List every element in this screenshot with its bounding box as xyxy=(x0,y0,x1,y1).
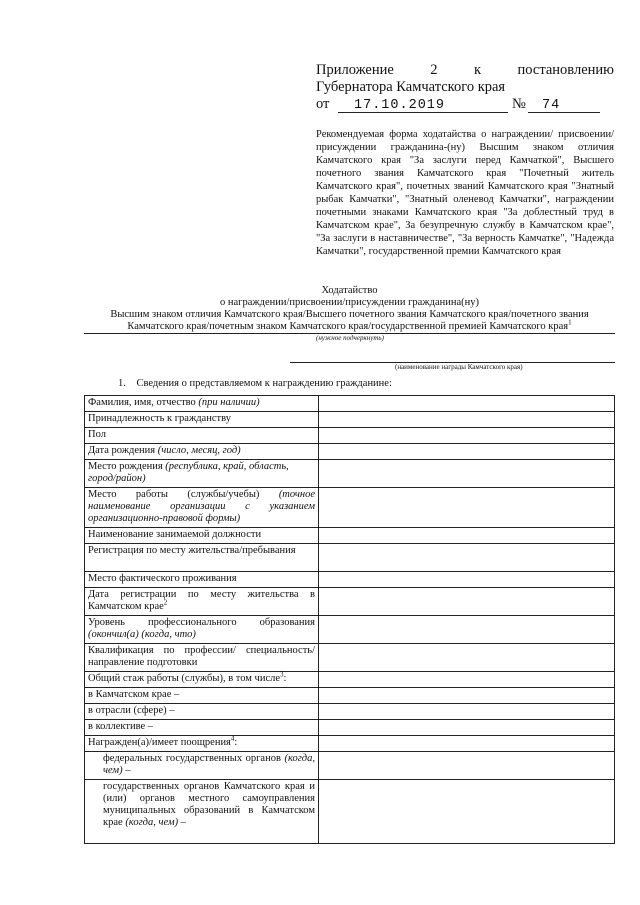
input-sex[interactable] xyxy=(319,428,615,444)
input-registration[interactable] xyxy=(319,544,615,572)
table-row xyxy=(85,460,615,488)
award-name-note: (наименование награды Камчатского края) xyxy=(395,363,523,371)
input-education[interactable] xyxy=(319,616,615,644)
table-row xyxy=(85,528,615,544)
date-underline xyxy=(338,112,508,113)
table-row xyxy=(85,428,615,444)
petition-title: Ходатайство xyxy=(321,285,378,296)
date-label: от xyxy=(316,96,330,112)
label-education: Уровень профессионального образования (окончил(а) (когда, что) xyxy=(85,616,319,644)
label-exp-team: в коллективе – xyxy=(85,720,319,736)
label-residence: Место фактического проживания xyxy=(85,572,319,588)
table-row xyxy=(85,444,615,460)
input-exp-region[interactable] xyxy=(319,688,615,704)
label-reg-date: Дата регистрации по месту жительства в Камчатском крае$^2$ xyxy=(85,588,319,616)
footnote-1: 1 xyxy=(568,318,572,327)
number-value: 74 xyxy=(542,98,561,113)
input-citizenship[interactable] xyxy=(319,412,615,428)
number-underline xyxy=(528,112,600,113)
label-awards: Награжден(а)/имеет поощрения$^4$: xyxy=(85,736,319,752)
header-line2: Губернатора Камчатского края xyxy=(316,79,506,95)
input-dob[interactable] xyxy=(319,444,615,460)
label-pob: Место рождения (республика, край, область, город/район) xyxy=(85,460,319,488)
petition-subtitle-3 xyxy=(84,318,615,332)
table-row xyxy=(85,588,615,616)
table-row xyxy=(85,644,615,672)
table-row xyxy=(85,752,615,780)
header-postanovleniyu: постановлению xyxy=(517,62,614,78)
input-pob[interactable] xyxy=(319,460,615,488)
table-row xyxy=(85,572,615,588)
input-awards-regional[interactable] xyxy=(319,780,615,844)
table-row xyxy=(85,396,615,412)
table-row xyxy=(85,704,615,720)
input-residence[interactable] xyxy=(319,572,615,588)
label-dob: Дата рождения (число, месяц, год) xyxy=(85,444,319,460)
input-reg-date[interactable] xyxy=(319,588,615,616)
table-row xyxy=(85,736,615,752)
label-registration: Регистрация по месту жительства/пребывания xyxy=(85,544,319,572)
input-fio[interactable] xyxy=(319,396,615,412)
table-row xyxy=(85,720,615,736)
petition-subtitle-3-text: Камчатского края/почетным знаком Камчатского края/государственной премией Камчатского края xyxy=(127,321,569,332)
date-value: 17.10.2019 xyxy=(354,98,446,113)
header-k: к xyxy=(474,62,482,78)
table-row xyxy=(85,672,615,688)
input-exp-team[interactable] xyxy=(319,720,615,736)
table-row xyxy=(85,780,615,844)
petition-subtitle-1: о награждении/присвоении/присуждении гражданина(ну) xyxy=(220,297,479,308)
header-prilozhenie: Приложение xyxy=(316,62,394,78)
number-label: № xyxy=(512,96,526,112)
label-sex: Пол xyxy=(85,428,319,444)
input-awards[interactable] xyxy=(319,736,615,752)
input-awards-federal[interactable] xyxy=(319,752,615,780)
label-qualification: Квалификация по профессии/ специальность/направление подготовки xyxy=(85,644,319,672)
header-line3 xyxy=(316,96,614,113)
label-work: Место работы (службы/учебы) (точное наименование организации с указанием организационно-правовой формы) xyxy=(85,488,319,528)
underline-note: (нужное подчеркнуть) xyxy=(316,334,384,342)
label-awards-federal: федеральных государственных органов (когда, чем) – xyxy=(85,752,319,780)
label-exp-branch: в отрасли (сфере) – xyxy=(85,704,319,720)
candidate-info-table xyxy=(84,395,615,844)
table-row xyxy=(85,616,615,644)
section1-title: Сведения о представляемом к награждению гражданине: xyxy=(136,378,392,389)
table-row xyxy=(85,688,615,704)
label-citizenship: Принадлежность к гражданству xyxy=(85,412,319,428)
table-row xyxy=(85,412,615,428)
section1-number: 1. xyxy=(118,378,126,389)
recommendation-text: Рекомендуемая форма ходатайства о награждении/ присвоении/ присуждении гражданина-(ну) Высшим знаком отличия Камчатского края "За заслуги перед Камчаткой", Высшего почетного звания Камчатского края "Почетный житель Камчатского края", почетных званий Камчатского края "Знатный рыбак Камчатки", "Знатный оленевод Камчатки", награждении почетными знаками Камчатского края "За доблестный труд в Камчатском крае", За безупречную службу в Камчатском крае", "За заслуги в наставничестве", "За верность Камчатке", "Надежда Камчатки", государственной премии Камчатского края xyxy=(316,129,614,257)
input-experience[interactable] xyxy=(319,672,615,688)
petition-subtitle-2: Высшим знаком отличия Камчатского края/Высшего почетного звания Камчатского края/почетного звания xyxy=(110,309,589,320)
section1-heading xyxy=(118,378,392,389)
table-row xyxy=(85,488,615,528)
input-position[interactable] xyxy=(319,528,615,544)
label-exp-region: в Камчатском крае – xyxy=(85,688,319,704)
label-fio: Фамилия, имя, отчество (при наличии) xyxy=(85,396,319,412)
label-position: Наименование занимаемой должности xyxy=(85,528,319,544)
header-appendix-number: 2 xyxy=(430,62,438,78)
header-line1 xyxy=(316,62,614,79)
label-experience: Общий стаж работы (службы), в том числе$^3$: xyxy=(85,672,319,688)
input-work[interactable] xyxy=(319,488,615,528)
input-exp-branch[interactable] xyxy=(319,704,615,720)
label-awards-regional: государственных органов Камчатского края и (или) органов местного самоуправления муниципальных образований в Камчатском крае (когда, чем) – xyxy=(85,780,319,844)
input-qualification[interactable] xyxy=(319,644,615,672)
table-row xyxy=(85,544,615,572)
